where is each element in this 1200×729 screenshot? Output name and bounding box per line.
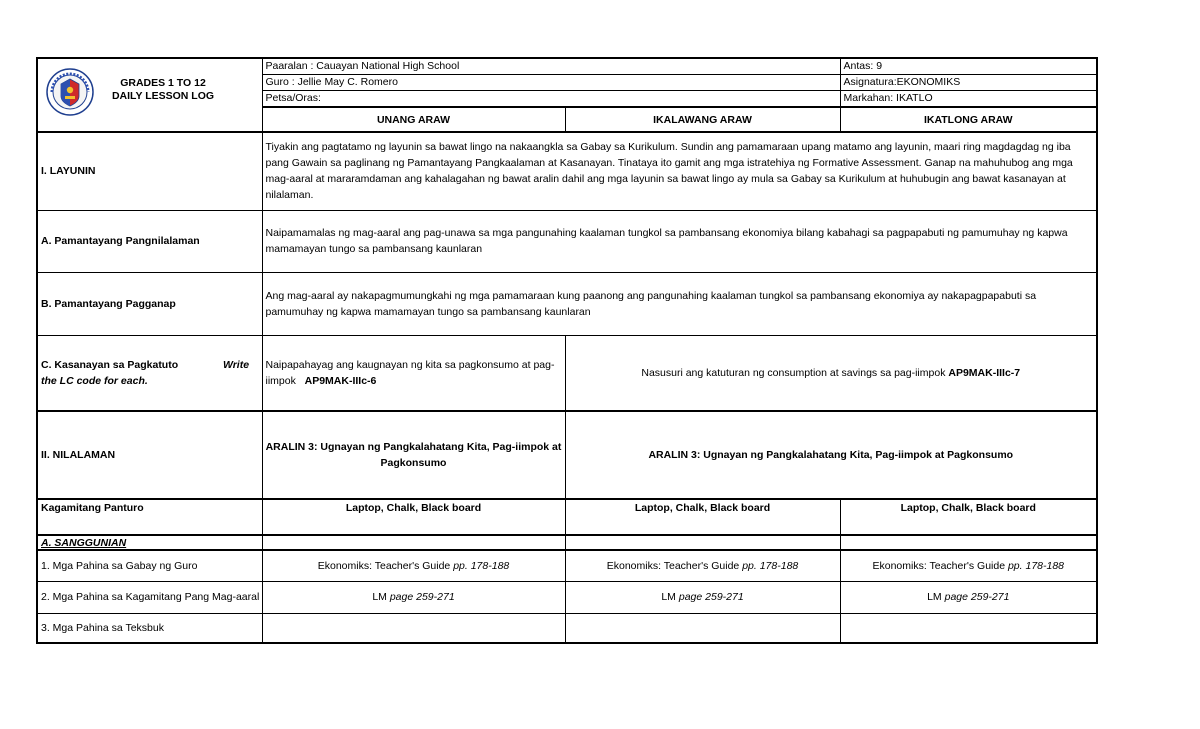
petsa-field: Petsa/Oras: <box>262 91 840 108</box>
nilalaman-day23: ARALIN 3: Ugnayan ng Pangkalahatang Kita, Pag-iimpok at Pagkonsumo <box>565 411 1097 499</box>
day1-header: UNANG ARAW <box>262 107 565 132</box>
kagamitan-label: Kagamitang Panturo <box>37 499 262 535</box>
nilalaman-label: II. NILALAMAN <box>37 411 262 499</box>
kasanayan-label: C. Kasanayan sa Pagkatuto <box>41 358 179 371</box>
antas-field: Antas: 9 <box>840 58 1097 75</box>
kasanayan-note-text: Write the LC code for each. <box>41 358 250 387</box>
pagganap-text: Ang mag-aaral ay nakapagmumungkahi ng mga pamamaraan kung paanong ang pangunahing kaalaman tungkol sa pambansang ekonomiya ay nakapagpapabuti sa pamumuhay ng kapwa mamamayan tungo sa pambansang kaunlaran <box>262 272 1097 335</box>
lm-day1: LM page 259-271 <box>262 581 565 613</box>
kasanayan-day23-text: Nasusuri ang katuturan ng consumption at savings sa pag-iimpok <box>641 366 946 379</box>
nilalaman-day1: ARALIN 3: Ugnayan ng Pangkalahatang Kita, Pag-iimpok at Pagkonsumo <box>262 411 565 499</box>
teksbuk-label: 3. Mga Pahina sa Teksbuk <box>37 613 262 643</box>
teksbuk-day1 <box>262 613 565 643</box>
sanggunian-day1 <box>262 535 565 550</box>
pangnilalaman-label: A. Pamantayang Pangnilalaman <box>37 210 262 272</box>
sanggunian-label-cell <box>37 535 262 550</box>
kasanayan-day23-code: AP9MAK-IIIc-7 <box>948 366 1021 379</box>
kasanayan-day23 <box>565 335 1097 411</box>
guro-field: Guro : Jellie May C. Romero <box>262 75 840 91</box>
kagamitan-day2: Laptop, Chalk, Black board <box>565 499 840 535</box>
lm-day3: LM page 259-271 <box>840 581 1097 613</box>
lm-label: 2. Mga Pahina sa Kagamitang Pang Mag-aaral <box>37 581 262 613</box>
gabay-label: 1. Mga Pahina sa Gabay ng Guro <box>37 550 262 581</box>
layunin-label: I. LAYUNIN <box>37 132 262 210</box>
markahan-field: Markahan: IKATLO <box>840 91 1097 108</box>
kasanayan-day1 <box>262 335 565 411</box>
kasanayan-day1-code: AP9MAK-IIIc-6 <box>304 374 377 387</box>
daily-lesson-log-table <box>36 57 1098 644</box>
logo-cell <box>37 58 262 132</box>
pagganap-label: B. Pamantayang Pagganap <box>37 272 262 335</box>
kagamitan-day3: Laptop, Chalk, Black board <box>840 499 1097 535</box>
sanggunian-day2 <box>565 535 840 550</box>
gabay-day1: Ekonomiks: Teacher's Guide pp. 178-188 <box>262 550 565 581</box>
sanggunian-label: A. SANGGUNIAN <box>41 536 127 549</box>
asignatura-field: Asignatura:EKONOMIKS <box>840 75 1097 91</box>
deped-seal-icon <box>46 68 94 116</box>
kasanayan-label-cell <box>37 335 262 411</box>
day3-header: IKATLONG ARAW <box>840 107 1097 132</box>
form-title: GRADES 1 TO 12 DAILY LESSON LOG <box>111 77 215 102</box>
sanggunian-day3 <box>840 535 1097 550</box>
gabay-day2: Ekonomiks: Teacher's Guide pp. 178-188 <box>565 550 840 581</box>
day2-header: IKALAWANG ARAW <box>565 107 840 132</box>
kasanayan-day1-text: Naipapahayag ang kaugnayan ng kita sa pagkonsumo at pag-iimpok <box>265 358 555 387</box>
layunin-text: Tiyakin ang pagtatamo ng layunin sa bawat lingo na nakaangkla sa Gabay sa Kurikulum. Sundin ang pamamaraan upang matamo ang layunin, maari ring magdagdag ng iba pang Gawain sa paglinang ng Pamantayang Pangkaalaman at Kasanayan. Tinataya ito gamit ang mga istratehiya ng Formative Assessment. Ganap na mahuhubog ang mga mag-aaral at mararamdaman ang kahalagahan ng bawat aralin dahil ang mga layunin sa bawat lingo ay mula sa Gabay sa Kurikulum at huhubugin ang bawat kasanayan at nilalaman. <box>262 132 1097 210</box>
pangnilalaman-text: Naipamamalas ng mag-aaral ang pag-unawa sa mga pangunahing kaalaman tungkol sa pambansang ekonomiya bilang kabahagi sa pagpapabuti ng pamumuhay ng kapwa mamamayan tungo sa pambansang kaunlaran <box>262 210 1097 272</box>
kagamitan-day1: Laptop, Chalk, Black board <box>262 499 565 535</box>
teksbuk-day2 <box>565 613 840 643</box>
teksbuk-day3 <box>840 613 1097 643</box>
gabay-day3: Ekonomiks: Teacher's Guide pp. 178-188 <box>840 550 1097 581</box>
lm-day2: LM page 259-271 <box>565 581 840 613</box>
paaralan-field: Paaralan : Cauayan National High School <box>262 58 840 75</box>
